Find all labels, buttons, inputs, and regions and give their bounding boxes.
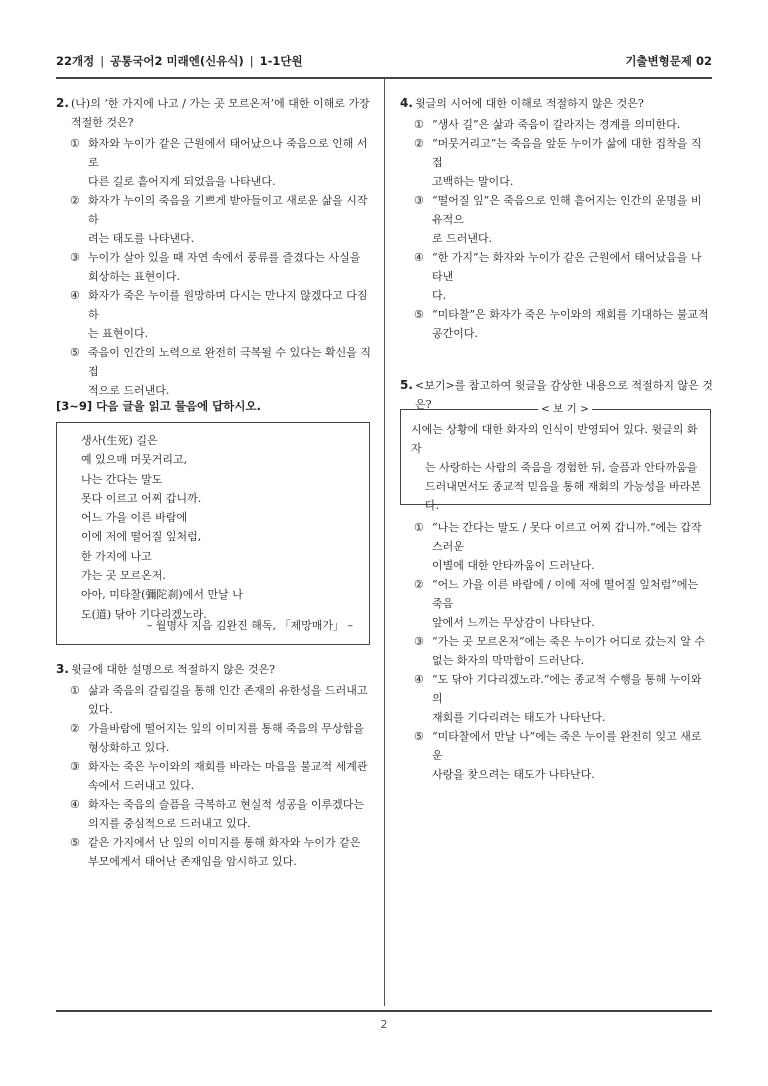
question-stem: 4. 윗글의 시어에 대한 이해로 적절하지 않은 것은? [400,94,712,113]
choice-4[interactable]: ④ 화자가 죽은 누이를 원망하며 다시는 만나지 않겠다고 다짐하 는 표현이다. [70,289,368,340]
poem-passage-box [56,422,370,645]
choice-2[interactable]: ② “머뭇거리고”는 죽음을 앞둔 누이가 삶에 대한 집착을 직접 고백하는 말이다. [414,137,702,188]
header-textbook: 공통국어2 미래엔(신유식) [110,54,244,68]
poem-line: 이에 저에 떨어질 잎처럼, [81,530,202,544]
question-4 [400,94,712,343]
footer-rule [56,1010,712,1012]
bogi-box [400,403,711,512]
choice-1[interactable]: ① “생사 길”은 삶과 죽음이 갈라지는 경계를 의미한다. [414,118,681,131]
choice-1[interactable]: ① 삶과 죽음의 갈림길을 통해 인간 존재의 유한성을 드러내고 있다. [70,684,368,716]
choice-4[interactable]: ④ “한 가지”는 화자와 누이가 같은 근원에서 태어났음을 나타낸 다. [414,251,702,302]
choice-4[interactable]: ④ 화자는 죽음의 슬픔을 극복하고 현실적 성공을 이루겠다는 의지를 중심적으로 드러내고 있다. [70,798,365,830]
choice-2[interactable]: ② 화자가 누이의 죽음을 기쁘게 받아들이고 새로운 삶을 시작하 려는 태도를 나타낸다. [70,194,368,245]
choice-list [400,518,712,784]
poem-line: 생사(生死) 길은 [81,434,158,447]
question-stem: 5. <보기>를 참고하여 윗글을 감상한 내용으로 적절하지 않은 것은? [400,378,713,411]
choice-list [56,681,378,871]
choice-list [56,134,378,400]
header-course-info: 22개정 | 공통국어2 미래엔(신유식) | 1-1단원 [56,54,303,68]
question-stem: 3. 윗글에 대한 설명으로 적절하지 않은 것은? [56,660,378,679]
page-number: 2 [380,1018,388,1031]
question-3 [56,660,378,871]
question-number: 3. [56,662,69,676]
poem-lines [81,431,243,624]
choice-list [400,115,712,343]
question-number: 4. [400,96,413,110]
choice-4[interactable]: ④ “도 닦아 기다리겠노라.”에는 종교적 수행을 통해 누이와의 재회를 기다리려는 태도가 나타난다. [414,673,702,724]
poem-line: 가는 곳 모르온저. [81,569,166,583]
poem-line: 예 있으매 머뭇거리고, [81,453,188,467]
choice-5[interactable]: ⑤ 같은 가지에서 난 잎의 이미지를 통해 화자와 누이가 같은 부모에게서 태어난 존재임을 암시하고 있다. [70,836,361,868]
choice-3[interactable]: ③ 화자는 죽은 누이와의 재회를 바라는 마음을 불교적 세계관 속에서 드러내고 있다. [70,760,368,792]
choice-5[interactable]: ⑤ 죽음이 인간의 노력으로 완전히 극복될 수 있다는 확신을 직접 적으로 드러낸다. [70,346,371,397]
bogi-text: 시에는 상황에 대한 화자의 인식이 반영되어 있다. 윗글의 화자 는 사랑하는 사람의 죽음을 경험한 뒤, 슬픔과 안타까움을 드러내면서도 종교적 믿음을 통해 재회의 가능성을 바라본 다. [411,423,702,512]
choice-5[interactable]: ⑤ “미타찰”은 화자가 죽은 누이와의 재회를 기대하는 불교적 공간이다. [414,308,709,340]
poem-line: 도(道) 닦아 기다리겠노라. [81,607,207,621]
choice-2[interactable]: ② “어느 가을 이른 바람에 / 이에 저에 떨어질 잎처럼”에는 죽음 앞에서 느끼는 무상감이 나타난다. [414,578,699,629]
question-5-choices [400,516,712,784]
question-number: 2. [56,96,69,110]
passage-instruction: [3~9] 다음 글을 읽고 물음에 답하시오. [56,399,261,413]
question-number: 5. [400,378,413,392]
poem-line: 못다 이르고 어찌 갑니까. [81,491,202,505]
header-curriculum: 22개정 [56,54,95,68]
header-unit: 1-1단원 [259,54,303,68]
choice-3[interactable]: ③ “가는 곳 모르온저”에는 죽은 누이가 어디로 갔는지 알 수 없는 화자의 막막함이 드러난다. [414,635,705,667]
poem-source: – 월명사 지음 김완진 해독, 「제망매가」 – [146,619,353,632]
choice-1[interactable]: ① 화자와 누이가 같은 근원에서 태어났으나 죽음으로 인해 서로 다른 길로 흩어지게 되었음을 나타낸다. [70,137,368,188]
choice-3[interactable]: ③ “떨어질 잎”은 죽음으로 인해 흩어지는 인간의 운명을 비유적으 로 드러낸다. [414,194,702,245]
choice-3[interactable]: ③ 누이가 살아 있을 때 자연 속에서 풍류를 즐겼다는 사실을 회상하는 표현이다. [70,251,361,283]
header-exam-title: 기출변형문제 02 [625,54,712,68]
poem-line: 한 가지에 나고 [81,549,152,563]
choice-1[interactable]: ① “나는 간다는 말도 / 못다 이르고 어찌 갑니까.”에는 갑작스러운 이별에 대한 안타까움이 드러난다. [414,521,702,572]
question-2 [56,94,378,400]
bogi-label: < 보 기 > [538,402,592,416]
choice-5[interactable]: ⑤ “미타찰에서 만날 나”에는 죽은 누이를 완전히 잊고 새로운 사랑을 찾으려는 태도가 나타난다. [414,730,702,781]
poem-line: 아아, 미타찰(彌陀刹)에서 만날 나 [81,588,243,602]
poem-line: 나는 간다는 말도 [81,472,163,486]
page-header [56,51,712,71]
poem-line: 어느 가을 이른 바람에 [81,511,188,525]
column-divider [384,79,385,1006]
choice-2[interactable]: ② 가을바람에 떨어지는 잎의 이미지를 통해 죽음의 무상함을 형상화하고 있다. [70,722,365,754]
question-stem: 2. (나)의 ‘한 가지에 나고 / 가는 곳 모르온저’에 대한 이해로 가장 적절한 것은? [56,96,370,129]
